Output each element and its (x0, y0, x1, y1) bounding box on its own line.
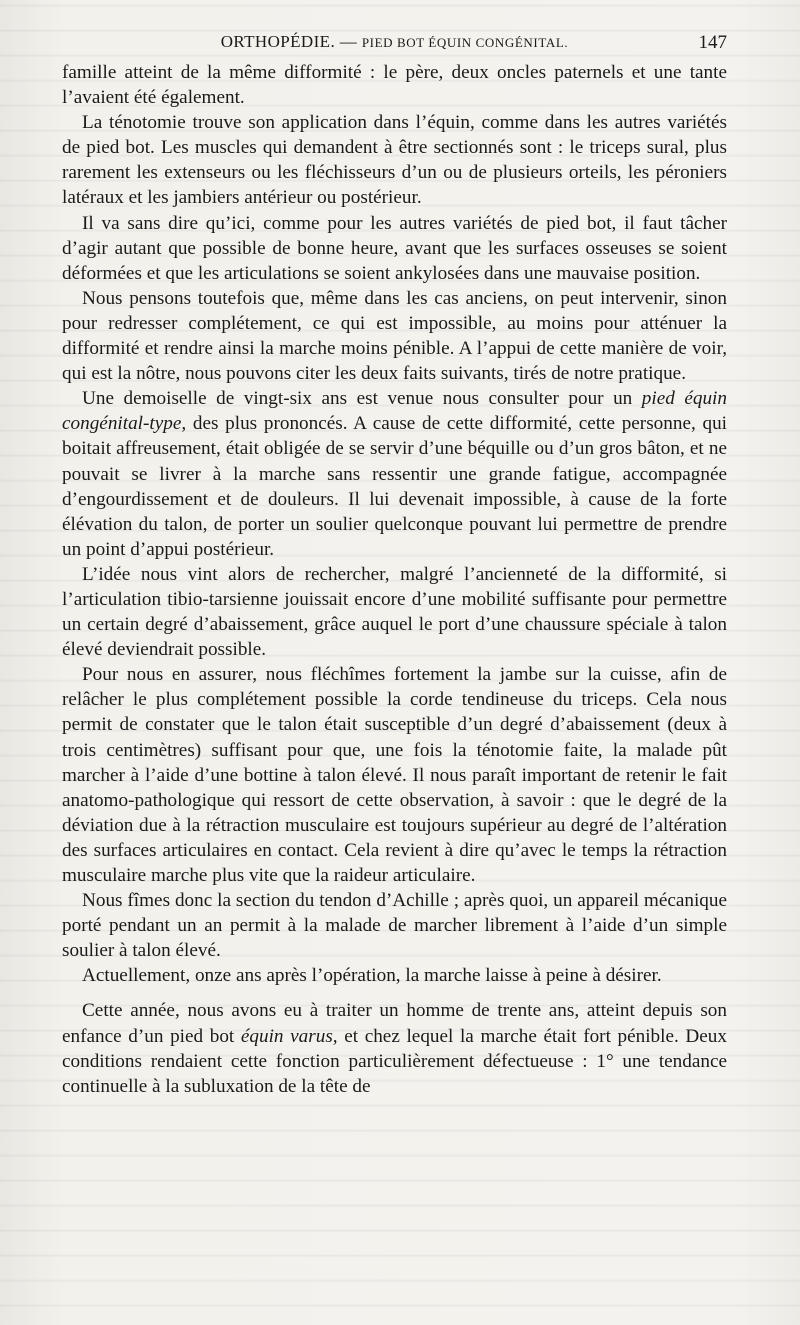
running-title-sub: PIED BOT ÉQUIN CONGÉNITAL. (361, 35, 569, 50)
italic-text: équin varus, (240, 1025, 338, 1047)
paragraph (62, 662, 727, 888)
text-run: et chez lequel la marche était fort pénible. Deux conditions rendaient cette fonction particulièrement défectueuse : 1° une tendance continuelle à la subluxation de la tête de (62, 1025, 727, 1097)
text-run: Actuellement, onze ans après l’opération, la marche laisse à peine à désirer. (82, 965, 662, 987)
italic-text: pied équin congénital-type, (62, 388, 727, 435)
text-run: Une demoiselle de vingt-six ans est venue nous consulter pour un (82, 388, 642, 410)
running-header (62, 32, 727, 56)
text-run: Nous fîmes donc la section du tendon d’Achille ; après quoi, un appareil mécanique porté pendant un an permit à la malade de marcher librement à l’aide d’un simple soulier à talon élevé. (62, 890, 727, 962)
running-title (62, 32, 727, 52)
paragraph (62, 286, 727, 386)
paragraph (62, 110, 727, 210)
text-run: L’idée nous vint alors de rechercher, malgré l’ancienneté de la difformité, si l’articulation tibio-tarsienne jouissait encore d’une mobilité suffisante pour permettre un certain degré d’abaissement, grâce auquel le port d’une chaussure spéciale à talon élevé deviendrait possible. (62, 563, 727, 661)
text-run: Il va sans dire qu’ici, comme pour les autres variétés de pied bot, il faut tâcher d’agir autant que possible de bonne heure, avant que les surfaces osseuses se soient déformées et que les articulations se soient ankylosées dans une mauvaise position. (62, 212, 727, 284)
body-text (62, 60, 727, 1099)
text-run: Nous pensons toutefois que, même dans les cas anciens, on peut intervenir, sinon pour redresser complétement, ce qui est impossible, au moins pour atténuer la difformité et rendre ainsi la marche moins pénible. A l’appui de cette manière de voir, qui est la nôtre, nous pouvons citer les deux faits suivants, tirés de notre pratique. (62, 287, 727, 385)
paragraph (62, 562, 727, 662)
text-run: des plus prononcés. A cause de cette difformité, cette personne, qui boitait affreusement, était obligée de se servir d’une béquille ou d’un gros bâton, et ne pouvait se livrer à la marche sans ressentir une grande fatigue, accompagnée d’engourdissement et de douleurs. Il lui devenait impossible, à cause de la forte élévation du talon, de porter un soulier quelconque pouvant lui permettre de prendre un point d’appui postérieur. (62, 413, 727, 560)
paragraph (62, 211, 727, 286)
text-run: famille atteint de la même difformité : le père, deux oncles paternels et une tante l’avaient été également. (62, 62, 727, 109)
page-number: 147 (698, 32, 727, 53)
text-run: La ténotomie trouve son application dans l’équin, comme dans les autres variétés de pied bot. Les muscles qui demandent à être sectionnés sont : le triceps sural, plus rarement les extenseurs ou les fléchisseurs d’un ou de plusieurs orteils, les péroniers latéraux et les jambiers antérieur ou postérieur. (62, 112, 727, 209)
paragraph (62, 888, 727, 963)
paragraph (62, 998, 727, 1098)
paragraph (62, 386, 727, 562)
paragraph (62, 60, 727, 110)
paragraph (62, 963, 727, 988)
text-run: Pour nous en assurer, nous fléchîmes fortement la jambe sur la cuisse, afin de relâcher le plus complétement possible la corde tendineuse du triceps. Cela nous permit de constater que le talon était susceptible d’un degré d’abaissement (deux à trois centimètres) suffisant pour que, une fois la ténotomie faite, la malade pût marcher à l’aide d’une bottine à talon élevé. Il nous paraît important de retenir le fait anatomo-pathologique qui ressort de cette observation, à savoir : que le degré de la déviation due à la rétraction musculaire est toujours supérieur au degré de l’altération des surfaces articulaires en contact. Cela revient à dire qu’avec le temps la rétraction musculaire marche plus vite que la raideur articulaire. (62, 664, 727, 886)
running-title-main: ORTHOPÉDIE. — (220, 32, 358, 51)
text-run: Cette année, nous avons eu à traiter un homme de trente ans, atteint depuis son enfance d’un pied bot (62, 1000, 727, 1047)
